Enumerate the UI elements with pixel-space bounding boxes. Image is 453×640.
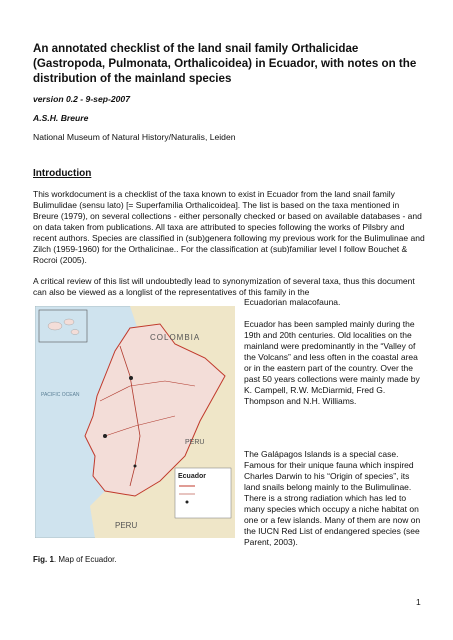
- galapagos-island: [64, 319, 74, 325]
- author-name: A.S.H. Breure: [33, 113, 89, 123]
- galapagos-inset: [39, 310, 87, 342]
- galapagos-island: [48, 322, 62, 330]
- city-marker: [129, 376, 133, 380]
- map-label-pacific: PACIFIC OCEAN: [41, 392, 80, 398]
- galapagos-island: [71, 330, 79, 335]
- ecuador-map-figure: [35, 306, 235, 538]
- intro-paragraph-3: Ecuador has been sampled mainly during the 19th and 20th centuries. Old localities on the mainland were predominantly in the “Valley of the Volcans” and less often in the coastal area or in the eastern part of the country. Over the past 50 years collections were mainly made by K. Campell, R.W. McDiarmid, Fred G. Thompson and N.H. Williams.: [244, 319, 420, 406]
- figure-caption-text: . Map of Ecuador.: [53, 555, 117, 564]
- section-heading-introduction: Introduction: [33, 168, 92, 179]
- map-label-peru-east: PERU: [185, 439, 205, 446]
- map-legend-title: Ecuador: [178, 473, 207, 480]
- intro-paragraph-1: This workdocument is a checklist of the taxa known to exist in Ecuador from the land snail family Bulimulidae (sensu lato) [= Superfamilia Orthalicoidea]. The list is based on the taxa mentioned in Breure (1979), on several collections - either personally checked or based on available databases - and on data taken from publications. All taxa are attributed to species following the works of Pilsbry and recent authors. Species are classified in (sub)genera following my previous work for the Bulimulinae and Zilch (1959-1960) for the Orthalicinae.. For the classification at (sub)familiar level I follow Bouchet & Rocroi (2005).: [33, 189, 425, 265]
- figure-label: Fig. 1: [33, 555, 54, 564]
- map-label-peru-south: PERU: [115, 521, 138, 530]
- map-label-colombia: COLOMBIA: [150, 333, 201, 342]
- figure-caption: [33, 555, 117, 564]
- page-number: 1: [416, 597, 421, 607]
- intro-paragraph-2-continuation: Ecuadorian malacofauna.: [244, 297, 341, 307]
- document-title: An annotated checklist of the land snail family Orthalicidae (Gastropoda, Pulmonata, Orthalicoidea) in Ecuador, with notes on the distribution of the mainland species: [33, 42, 417, 85]
- intro-paragraph-4: The Galápagos Islands is a special case. Famous for their unique fauna which inspired Charles Darwin to his “Origin of species”, its land snails belong mainly to the Bulimulinae. There is a strong radiation which has led to many species which occupy a niche habitat on one or a few islands. Many of them are now on the IUCN Red List of endangered species (see Parent, 2003).: [244, 449, 421, 547]
- intro-paragraph-2: A critical review of this list will undoubtedly lead to synonymization of several taxa, thus this document can also be viewed as a longlist of the representatives of this family in the: [33, 276, 415, 297]
- author-affiliation: National Museum of Natural History/Naturalis, Leiden: [33, 132, 236, 142]
- city-marker: [134, 465, 137, 468]
- legend-city-swatch: [186, 501, 189, 504]
- city-marker: [103, 434, 107, 438]
- version-line: version 0.2 - 9-sep-2007: [33, 94, 130, 104]
